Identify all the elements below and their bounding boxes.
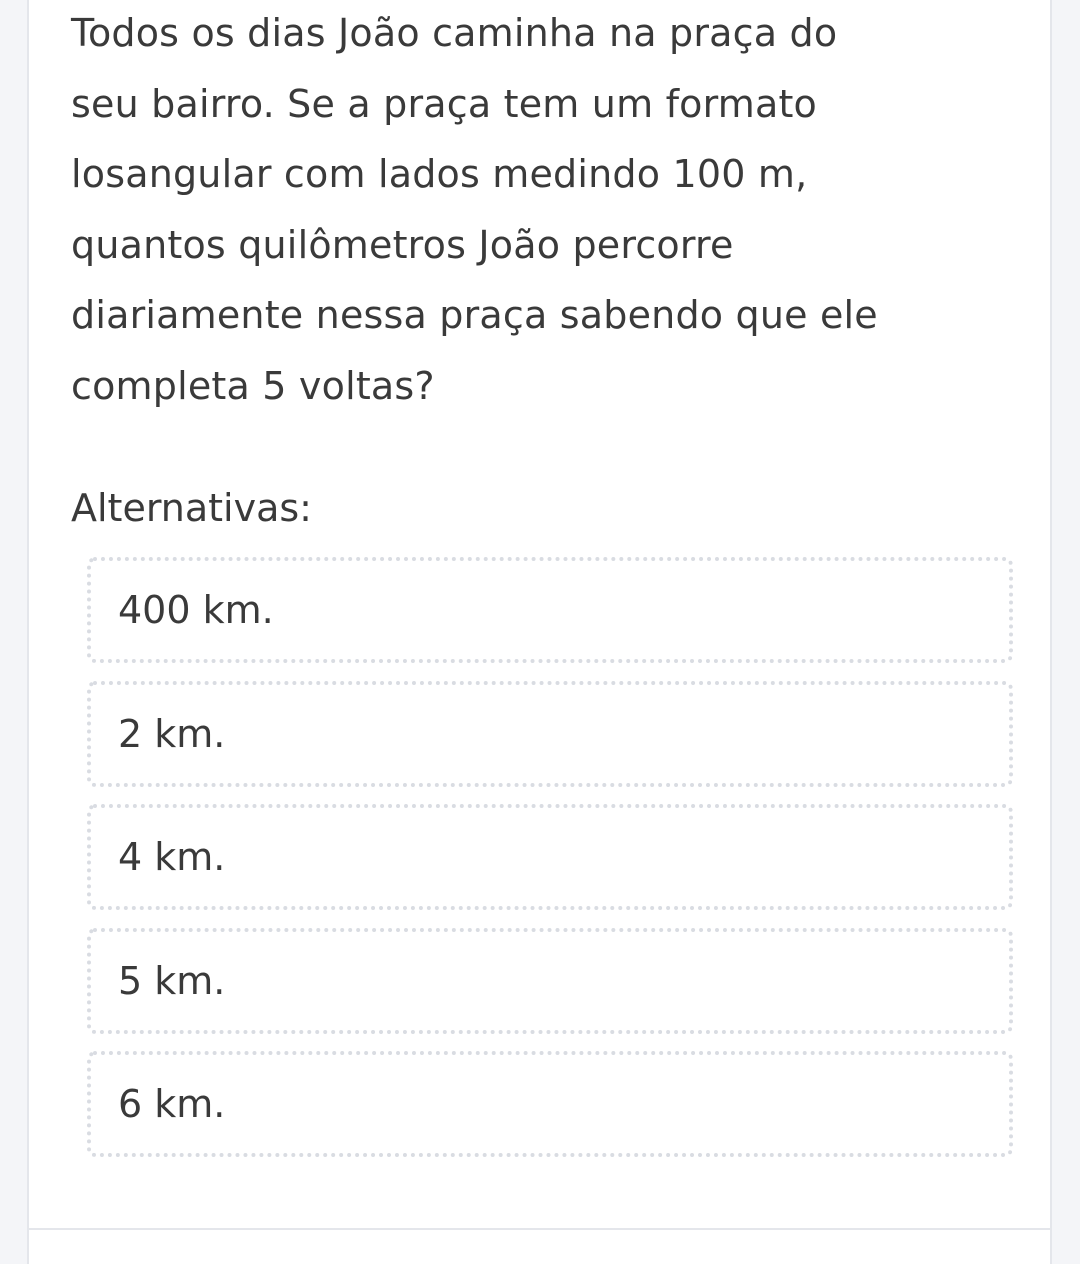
next-card-edge [27, 1230, 1052, 1264]
alternative-option-e[interactable] [87, 1051, 1013, 1157]
question-text [71, 0, 1021, 421]
alternative-option-d[interactable] [87, 928, 1013, 1034]
alternative-option-c[interactable] [87, 804, 1013, 910]
alternatives-list [87, 557, 1013, 1175]
question-line: completa 5 voltas? [71, 363, 435, 408]
alternatives-heading: Alternativas: [71, 486, 312, 530]
question-line: diariamente nessa praça sabendo que ele [71, 293, 878, 337]
alternative-label: 6 km. [118, 1082, 226, 1126]
alternative-label: 2 km. [118, 711, 226, 756]
question-card [27, 0, 1052, 1230]
alternative-label: 400 km. [118, 588, 274, 632]
question-line: Todos os dias João caminha na praça do [71, 11, 838, 55]
alternative-label: 4 km. [118, 835, 226, 879]
alternative-label: 5 km. [118, 958, 226, 1003]
alternative-option-a[interactable] [87, 557, 1013, 663]
alternative-option-b[interactable] [87, 681, 1013, 787]
question-line: quantos quilômetros João percorre [71, 222, 734, 267]
question-line: losangular com lados medindo 100 m, [71, 152, 808, 196]
question-line: seu bairro. Se a praça tem um formato [71, 81, 818, 126]
